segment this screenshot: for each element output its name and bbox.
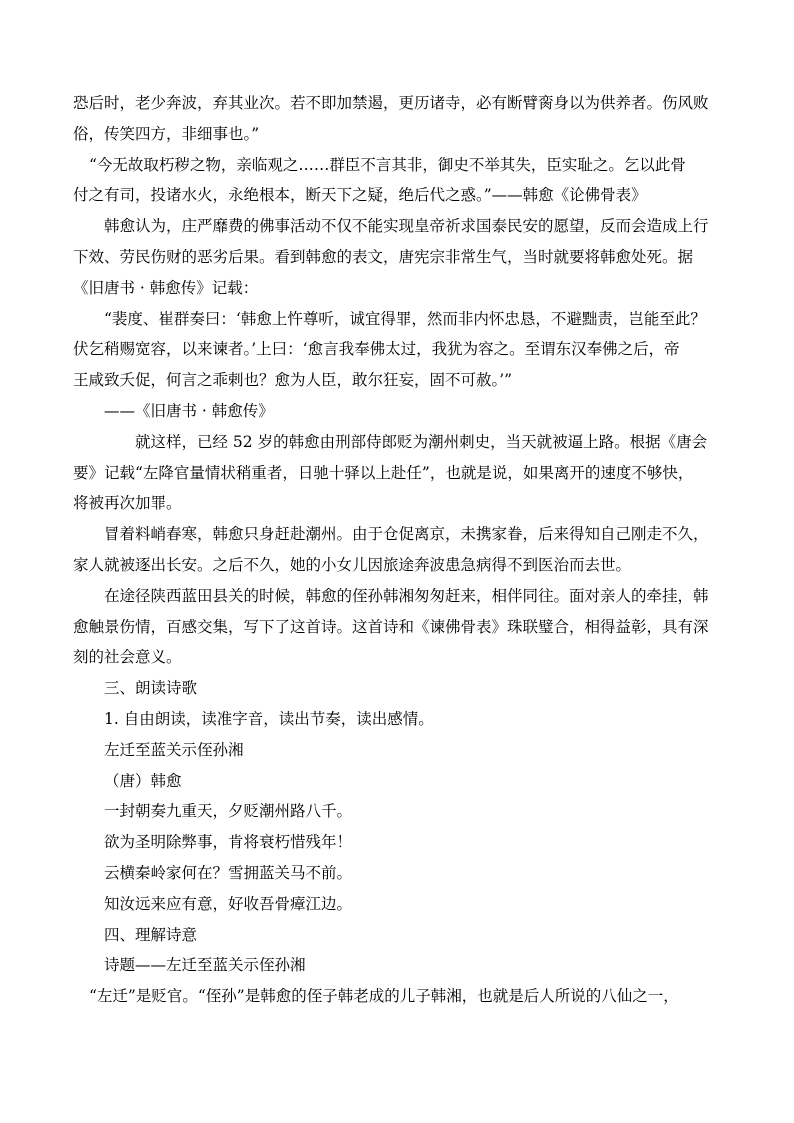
text-line: 要》记载“左降官量情状稍重者，日驰十驿以上赴任”，也就是说，如果离开的速度不够快， (73, 463, 694, 482)
poem-line (73, 858, 735, 889)
text-line: 王咸致夭促，何言之乖剌也？愈为人臣，敢尔狂妄，固不可赦。’” (73, 371, 513, 390)
text-line: （唐）韩愈 (104, 771, 182, 790)
text-line: 云横秦岭家何在？雪拥蓝关马不前。 (104, 863, 353, 882)
text-line: 一封朝奏九重天，夕贬潮州路八千。 (104, 802, 353, 821)
section-heading (73, 920, 735, 951)
section-heading (73, 673, 735, 704)
poem-line (73, 796, 735, 827)
paragraph (73, 427, 735, 519)
text-line: 欲为圣明除弊事，肯将衰朽惜残年！ (104, 833, 353, 852)
paragraph (73, 950, 735, 981)
text-line: 韩愈认为，庄严靡费的佛事活动不仅不能实现皇帝祈求国泰民安的愿望，反而会造成上行 (104, 217, 709, 236)
paragraph (73, 981, 735, 1012)
text-line: 诗题——左迁至蓝关示侄孙湘 (104, 956, 306, 975)
text-line: 将被再次加罪。 (73, 494, 182, 513)
text-line: 冒着料峭春寒，韩愈只身赶赴潮州。由于仓促离京，未携家眷，后来得知自己刚走不久， (104, 525, 709, 544)
text-line: ——《旧唐书 · 韩愈传》 (104, 401, 274, 420)
paragraph (73, 88, 735, 150)
text-line: 付之有司，投诸水火，永绝根本，断天下之疑，绝后代之惑。”——韩愈《论佛骨表》 (73, 186, 647, 205)
poem-author (73, 766, 735, 797)
task-item (73, 704, 735, 735)
text-line: 伏乞稍赐宽容，以来谏者。’上曰：‘愈言我奉佛太过，我犹为容之。至谓东汉奉佛之后，帝 (73, 340, 680, 359)
text-line: 知汝远来应有意，好收吾骨瘴江边。 (104, 894, 353, 913)
text-line: 就这样，已经 52 岁的韩愈由刑部侍郎贬为潮州刺史，当天就被逼上路。根据《唐会 (135, 432, 708, 451)
citation (73, 396, 735, 427)
paragraph (73, 211, 735, 303)
text-line: 恐后时，老少奔波，弃其业次。若不即加禁遏，更历诸寺，必有断臂脔身以为供养者。伤风败 (73, 94, 709, 112)
text-line: “裴度、崔群奏曰：‘韩愈上忤尊听，诚宜得罪，然而非内怀忠恳，不避黜责，岂能至此？ (104, 309, 706, 328)
text-line: 三、朗读诗歌 (104, 679, 198, 698)
paragraph (73, 581, 735, 673)
text-line: 左迁至蓝关示侄孙湘 (104, 740, 244, 759)
text-line: “左迁”是贬官。“侄孙”是韩愈的侄子韩老成的儿子韩湘，也就是后人所说的八仙之一， (89, 987, 679, 1006)
paragraph (73, 519, 735, 581)
text-line: 《旧唐书 · 韩愈传》记载： (73, 278, 259, 297)
text-line: 四、理解诗意 (104, 925, 198, 944)
text-line: “今无故取朽秽之物，亲临观之……群臣不言其非，御史不举其失，臣实耻之。乞以此骨 (89, 155, 686, 174)
poem-title (73, 735, 735, 766)
quote-paragraph (73, 304, 735, 396)
quote-paragraph (73, 150, 735, 212)
text-line: 愈触景伤情，百感交集，写下了这首诗。这首诗和《谏佛骨表》珠联璧合，相得益彰，具有深 (73, 617, 709, 636)
text-line: 家人就被逐出长安。之后不久，她的小女儿因旅途奔波患急病得不到医治而去世。 (73, 555, 632, 574)
document-page (73, 88, 735, 1012)
poem-line (73, 827, 735, 858)
text-line: 俗，传笑四方，非细事也。” (73, 124, 260, 143)
text-line: 下效、劳民伤财的恶劣后果。看到韩愈的表文，唐宪宗非常生气，当时就要将韩愈处死。据 (73, 247, 694, 266)
text-line: 在途径陕西蓝田县关的时候，韩愈的侄孙韩湘匆匆赶来，相伴同往。面对亲人的牵挂，韩 (104, 586, 709, 605)
text-line: 1. 自由朗读，读准字音，读出节奏，读出感情。 (104, 709, 434, 728)
poem-line (73, 889, 735, 920)
text-line: 刻的社会意义。 (73, 648, 182, 667)
